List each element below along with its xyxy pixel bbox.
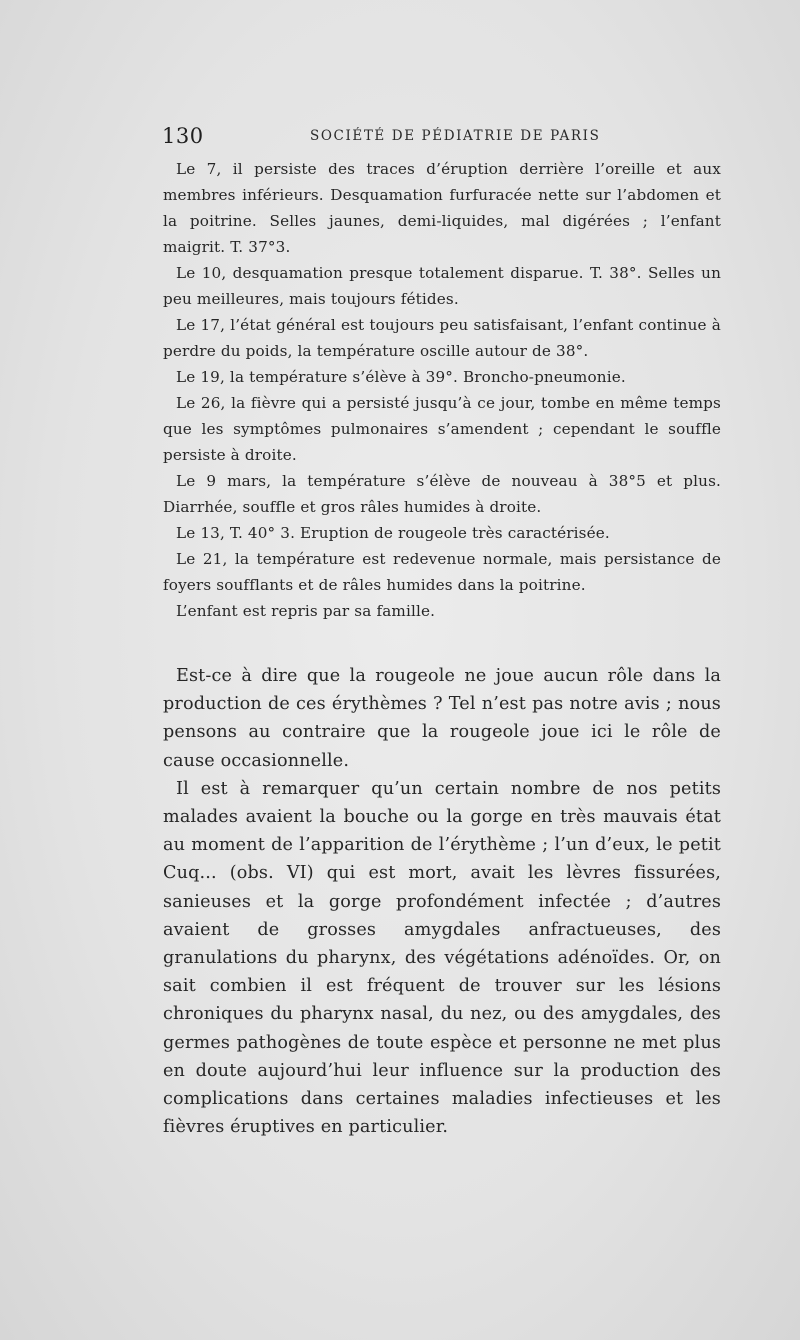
page-number: 130 bbox=[162, 124, 204, 148]
case-note-paragraph: Le 13, T. 40° 3. Eruption de rougeole très caractérisée. bbox=[176, 524, 610, 542]
case-notes-block bbox=[163, 156, 721, 624]
case-note-paragraph: Le 19, la température s’élève à 39°. Broncho-pneumonie. bbox=[176, 368, 626, 386]
case-note-paragraph: L’enfant est repris par sa famille. bbox=[176, 602, 436, 620]
case-note-paragraph: Le 7, il persiste des traces d’éruption derrière l’oreille et aux membres inférieurs. Desquamation furfuracée nette sur l’abdomen et la poitrine. Selles jaunes, demi-liquides, mal digérées ; l’enfant maigrit. T. 37°3. bbox=[163, 160, 721, 256]
discussion-paragraph: Il est à remarquer qu’un certain nombre de nos petits malades avaient la bouche ou la gorge en très mauvais état au moment de l’apparition de l’érythème ; l’un d’eux, le petit Cuq... (obs. VI) qui est mort, avait les lèvres fissurées, sanieuses et la gorge profondément infectée ; d’autres avaient de grosses amygdales anfractueuses, des granulations du pharynx, des végétations adénoïdes. Or, on sait combien il est fréquent de trouver sur les lésions chroniques du pharynx nasal, du nez, ou des amygdales, des germes pathogènes de toute espèce et personne ne met plus en doute aujourd’hui leur influence sur la production des complications dans certaines maladies infectieuses et les fièvres éruptives en particulier. bbox=[163, 778, 721, 1138]
running-title: SOCIÉTÉ DE PÉDIATRIE DE PARIS bbox=[310, 128, 601, 144]
discussion-paragraph: Est-ce à dire que la rougeole ne joue aucun rôle dans la production de ces érythèmes ? Tel n’est pas notre avis ; nous pensons au contraire que la rougeole joue ici le rôle de cause occasionnelle. bbox=[163, 666, 721, 771]
case-note-paragraph: Le 17, l’état général est toujours peu satisfaisant, l’enfant continue à perdre du poids, la température oscille autour de 38°. bbox=[163, 316, 721, 360]
case-note-paragraph: Le 9 mars, la température s’élève de nouveau à 38°5 et plus. Diarrhée, souffle et gros râles humides à droite. bbox=[163, 472, 721, 516]
case-note-paragraph: Le 10, desquamation presque totalement disparue. T. 38°. Selles un peu meilleures, mais toujours fétides. bbox=[163, 264, 721, 308]
case-note-paragraph: Le 21, la température est redevenue normale, mais persistance de foyers soufflants et de râles humides dans la poitrine. bbox=[163, 550, 721, 594]
case-note-paragraph: Le 26, la fièvre qui a persisté jusqu’à ce jour, tombe en même temps que les symptômes pulmonaires s’amendent ; cependant le souffle persiste à droite. bbox=[163, 394, 721, 464]
page-header bbox=[162, 124, 722, 148]
discussion-block bbox=[163, 662, 721, 1141]
